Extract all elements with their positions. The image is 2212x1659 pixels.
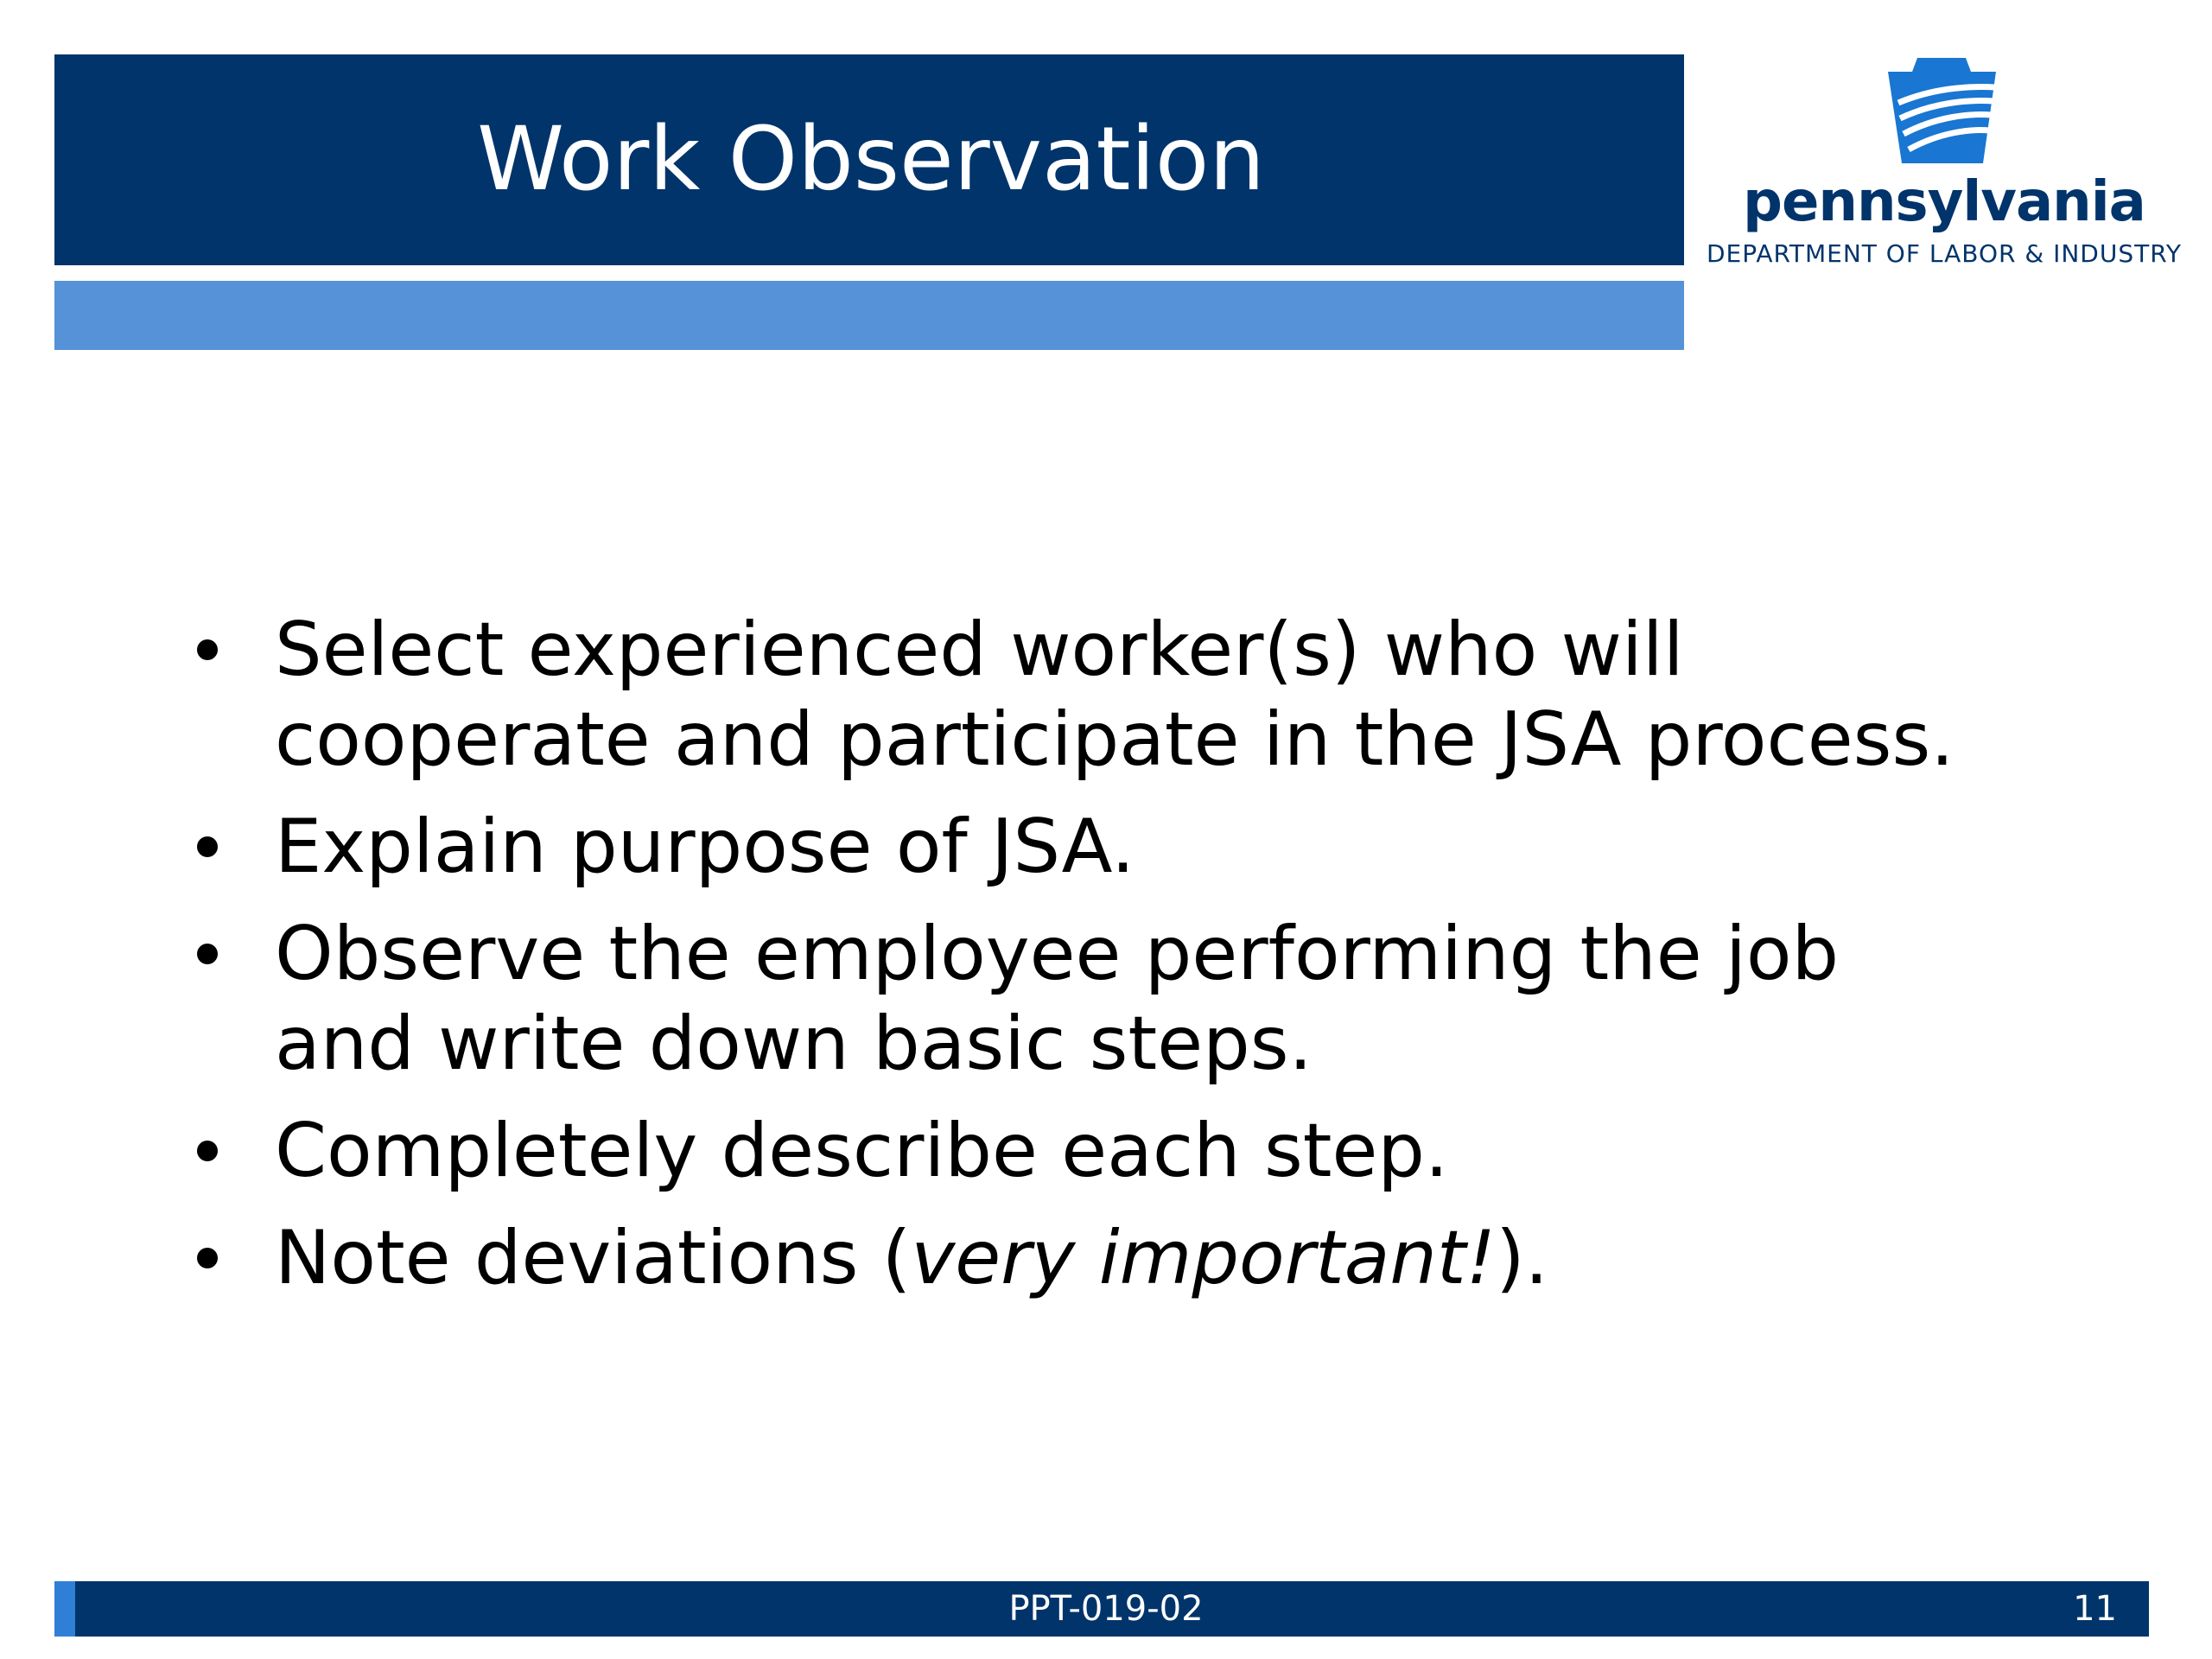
bullet-dot — [197, 1248, 218, 1268]
accent-bar — [54, 281, 1684, 350]
keystone-icon — [1879, 54, 2005, 167]
footer-code: PPT-019-02 — [1008, 1589, 1204, 1629]
logo-name: pennsylvania — [1743, 170, 2145, 234]
page-number: 11 — [2073, 1589, 2117, 1629]
bullet-text-prefix: Note deviations ( — [275, 1215, 912, 1301]
logo-department: DEPARTMENT OF LABOR & INDUSTRY — [1706, 239, 2182, 268]
bullet-line — [275, 1213, 2082, 1303]
bullet-line: Completely describe each step. — [275, 1108, 1449, 1194]
bullet-dot — [197, 639, 218, 660]
bullet-item — [181, 1213, 2082, 1303]
bullet-dot — [197, 1141, 218, 1161]
bullet-dot — [197, 944, 218, 964]
bullet-dot — [197, 836, 218, 857]
bullet-line: and write down basic steps. — [275, 1001, 1313, 1087]
bullet-text-suffix: ). — [1496, 1215, 1548, 1301]
bullet-item — [181, 802, 2082, 892]
pennsylvania-logo — [1694, 54, 2195, 279]
bullet-item — [181, 909, 2082, 1089]
bullet-line: Observe the employee performing the job — [275, 911, 1840, 997]
bullet-line: Select experienced worker(s) who will — [275, 607, 1684, 693]
bullet-item — [181, 1106, 2082, 1196]
bullet-item — [181, 605, 2082, 785]
bullet-list — [181, 605, 2082, 1320]
bullet-line: cooperate and participate in the JSA process. — [275, 696, 1955, 783]
slide-title: Work Observation — [477, 108, 1265, 211]
bullet-line: Explain purpose of JSA. — [275, 804, 1135, 890]
bullet-text-emphasis: very important! — [911, 1215, 1497, 1301]
